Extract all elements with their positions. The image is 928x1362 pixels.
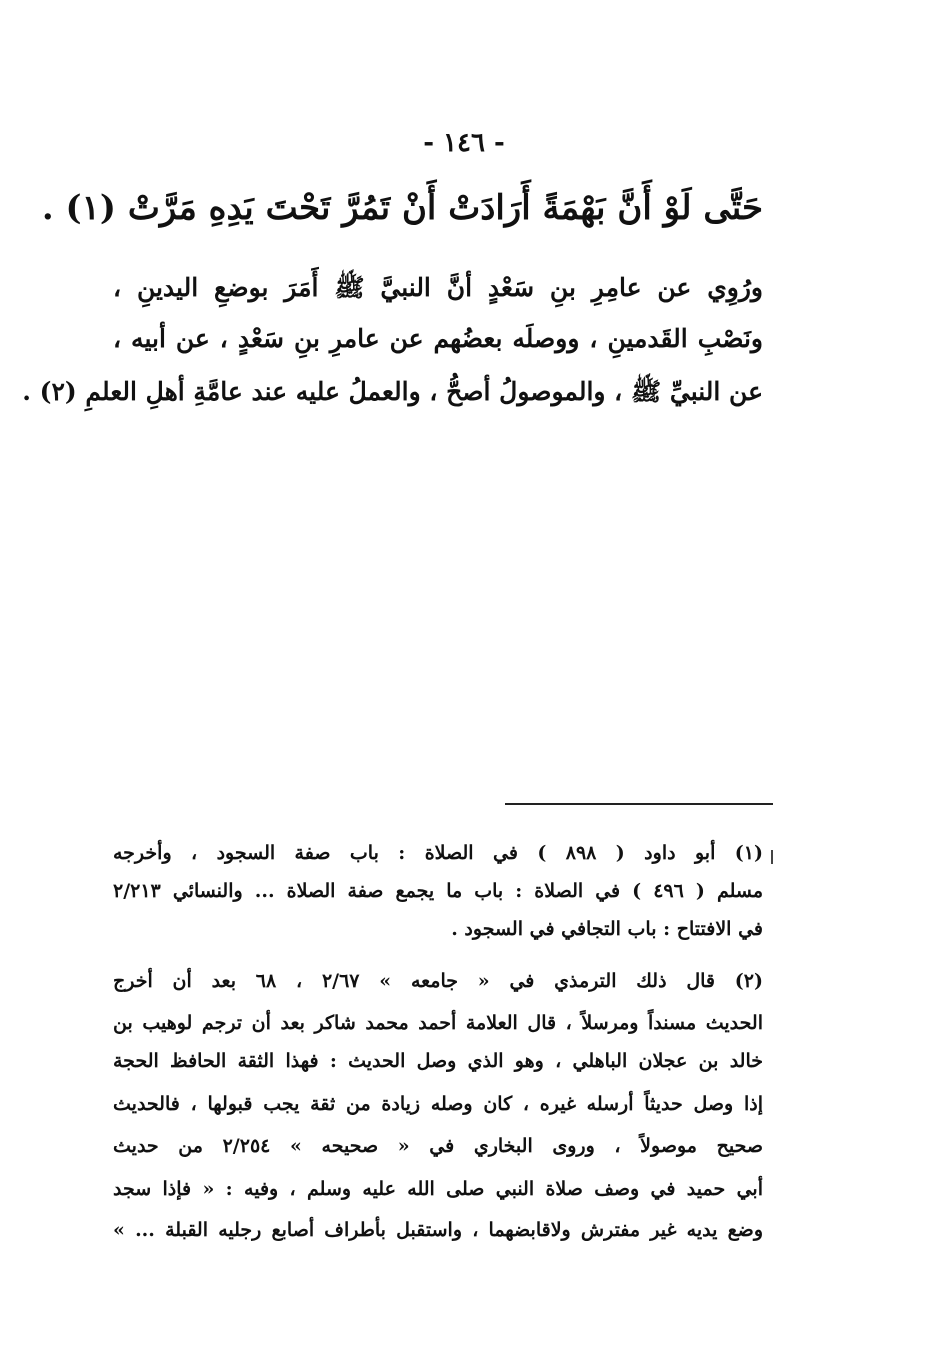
body-line-3: عن النبيِّ ﷺ ، والموصولُ أصحُّ ، والعملُ عليه عند عامَّةِ أهلِ العلمِ (٢) .: [22, 377, 763, 406]
footnote-2-line-1: (٢) قال ذلك الترمذي في « جامعه » ٢/٦٧ ، ٦٨ بعد أن أخرج: [113, 970, 763, 992]
footnote-2-line-2: الحديث مسنداً ومرسلاً ، قال العلامة أحمد محمد شاكر بعد أن ترجم لوهيب بن: [113, 1012, 763, 1034]
footnote-2-line-5: صحيح موصولاً ، وروى البخاري في « صحيحه » ٢/٢٥٤ من حديث: [113, 1135, 763, 1157]
footnote-2-line-6: أبي حميد في وصف صلاة النبي صلى الله عليه وسلم ، وفيه : « فإذا سجد: [113, 1178, 763, 1200]
footnote-1-line-3: في الافتتاح : باب التجافي في السجود .: [451, 918, 763, 940]
footnote-2-line-3: خالد بن عجلان الباهلي ، وهو الذي وصل الحديث : فهذا الثقة الحافظ الحجة: [113, 1050, 763, 1072]
page-number: - ١٤٦ -: [423, 128, 505, 158]
footnote-1-line-2: مسلم ( ٤٩٦ ) في الصلاة : باب ما يجمع صفة الصلاة ... والنسائي ٢/٢١٣: [113, 880, 764, 902]
body-line-1: ورُوِي عن عامِرِ بنِ سَعْدٍ أنَّ النبيَّ ﷺ أَمَرَ بوضعِ اليدينِ ،: [113, 273, 763, 302]
hadith-verse-line: حَتَّى لَوْ أَنَّ بَهْمَةً أَرَادَتْ أَنْ تَمُرَّ تَحْتَ يَدِهِ مَرَّتْ (١) .: [41, 188, 763, 228]
footnote-separator: [505, 803, 773, 805]
scan-mark: [771, 850, 773, 864]
footnote-2-line-4: إذا وصل حديثاً أرسله غيره ، كان وصله زيادة من ثقة يجب قبولها ، فالحديث: [113, 1093, 763, 1115]
footnote-2-line-7: وضع يديه غير مفترش ولاقابضهما ، واستقبل بأطراف أصابع رجليه القبلة ... »: [113, 1219, 763, 1241]
body-line-2: ونَصْبِ القَدمينِ ، ووصلَه بعضُهم عن عامرِ بنِ سَعْدٍ ، عن أبيه ،: [113, 324, 763, 353]
footnote-1-line-1: (١) أبو داود ( ٨٩٨ ) في الصلاة : باب صفة السجود ، وأخرجه: [113, 842, 763, 864]
